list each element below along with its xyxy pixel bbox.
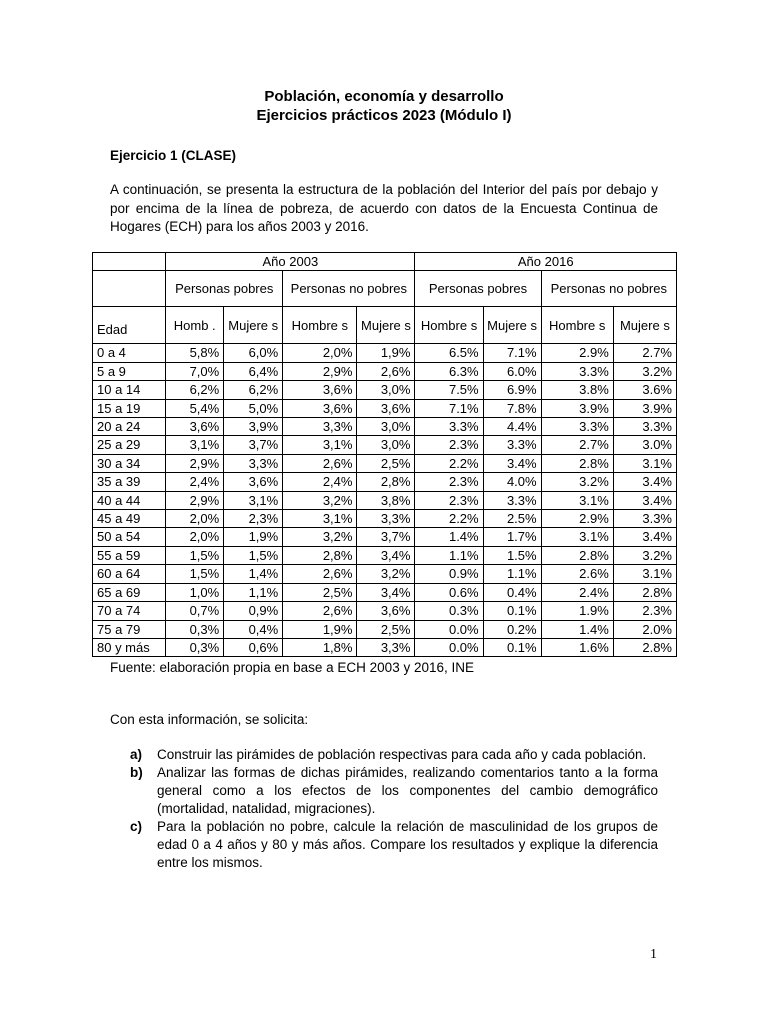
value-cell: 3.3%	[483, 491, 541, 509]
value-cell: 0.0%	[415, 620, 483, 638]
value-cell: 3.4%	[483, 454, 541, 472]
request-text: Con esta información, se solicita:	[110, 712, 309, 727]
value-cell: 2.8%	[541, 546, 613, 564]
no-pobres-2003-header: Personas no pobres	[283, 271, 415, 307]
value-cell: 0,3%	[166, 638, 224, 656]
table-row	[93, 565, 677, 583]
value-cell: 2,0%	[166, 510, 224, 528]
year-2003-header: Año 2003	[166, 253, 415, 271]
age-cell: 40 a 44	[93, 491, 166, 509]
value-cell: 2.7%	[613, 344, 676, 362]
value-cell: 3,1%	[224, 491, 283, 509]
value-cell: 2.4%	[541, 583, 613, 601]
value-cell: 0.0%	[415, 638, 483, 656]
value-cell: 3.2%	[613, 546, 676, 564]
value-cell: 3,3%	[224, 454, 283, 472]
value-cell: 1.4%	[415, 528, 483, 546]
task-text: Analizar las formas de dichas pirámides, realizando comentarios tanto a la forma general como a los efectos de los componentes del cambio demográfico (mortalidad, natalidad, migraciones).	[157, 765, 658, 816]
table-row	[93, 436, 677, 454]
value-cell: 3,2%	[357, 565, 415, 583]
value-cell: 2,5%	[357, 620, 415, 638]
value-cell: 3,1%	[283, 436, 357, 454]
age-cell: 75 a 79	[93, 620, 166, 638]
value-cell: 1,8%	[283, 638, 357, 656]
value-cell: 3,3%	[283, 418, 357, 436]
value-cell: 1.6%	[541, 638, 613, 656]
sex-header: Hombre s	[541, 307, 613, 344]
value-cell: 2,3%	[224, 510, 283, 528]
table-row	[93, 381, 677, 399]
value-cell: 3.3%	[613, 418, 676, 436]
value-cell: 3.8%	[541, 381, 613, 399]
sex-header: Hombre s	[283, 307, 357, 344]
value-cell: 1,0%	[166, 583, 224, 601]
value-cell: 3.3%	[541, 418, 613, 436]
table-row	[93, 528, 677, 546]
exercise-heading: Ejercicio 1 (CLASE)	[110, 148, 237, 163]
value-cell: 1,5%	[224, 546, 283, 564]
document-subtitle: Ejercicios prácticos 2023 (Módulo I)	[256, 107, 512, 124]
value-cell: 0,4%	[224, 620, 283, 638]
value-cell: 3,1%	[283, 510, 357, 528]
edad-header: Edad	[93, 307, 166, 344]
value-cell: 0,3%	[166, 620, 224, 638]
value-cell: 7.1%	[415, 399, 483, 417]
value-cell: 7.1%	[483, 344, 541, 362]
table-row	[93, 638, 677, 656]
table-row	[93, 418, 677, 436]
age-cell: 45 a 49	[93, 510, 166, 528]
value-cell: 3,2%	[283, 491, 357, 509]
value-cell: 2.0%	[613, 620, 676, 638]
age-cell: 5 a 9	[93, 362, 166, 380]
value-cell: 3,7%	[224, 436, 283, 454]
age-cell: 20 a 24	[93, 418, 166, 436]
value-cell: 3,0%	[357, 436, 415, 454]
value-cell: 1.5%	[483, 546, 541, 564]
value-cell: 6,2%	[224, 381, 283, 399]
value-cell: 3.9%	[613, 399, 676, 417]
value-cell: 3.1%	[541, 491, 613, 509]
value-cell: 3.4%	[613, 473, 676, 491]
pobres-2016-header: Personas pobres	[415, 271, 541, 307]
value-cell: 2.5%	[483, 510, 541, 528]
empty-header-cell	[93, 253, 166, 271]
value-cell: 1,5%	[166, 546, 224, 564]
value-cell: 2,4%	[283, 473, 357, 491]
age-cell: 35 a 39	[93, 473, 166, 491]
task-label: b)	[130, 765, 143, 780]
value-cell: 1.7%	[483, 528, 541, 546]
value-cell: 7.8%	[483, 399, 541, 417]
value-cell: 7,0%	[166, 362, 224, 380]
value-cell: 3.1%	[613, 565, 676, 583]
value-cell: 3,8%	[357, 491, 415, 509]
value-cell: 6.5%	[415, 344, 483, 362]
value-cell: 3,4%	[357, 583, 415, 601]
age-cell: 80 y más	[93, 638, 166, 656]
age-cell: 60 a 64	[93, 565, 166, 583]
value-cell: 3,7%	[357, 528, 415, 546]
value-cell: 2,4%	[166, 473, 224, 491]
value-cell: 0.6%	[415, 583, 483, 601]
value-cell: 2,6%	[283, 454, 357, 472]
sex-header: Mujere s	[613, 307, 676, 344]
header-row-groups	[93, 271, 677, 307]
no-pobres-2016-header: Personas no pobres	[541, 271, 676, 307]
value-cell: 1,5%	[166, 565, 224, 583]
value-cell: 3,0%	[357, 381, 415, 399]
sex-header: Homb .	[166, 307, 224, 344]
value-cell: 5,8%	[166, 344, 224, 362]
sex-header: Mujere s	[224, 307, 283, 344]
value-cell: 0.2%	[483, 620, 541, 638]
value-cell: 2.6%	[541, 565, 613, 583]
value-cell: 1.9%	[541, 602, 613, 620]
value-cell: 3.3%	[541, 362, 613, 380]
table-row	[93, 583, 677, 601]
value-cell: 3,0%	[357, 418, 415, 436]
value-cell: 2.3%	[613, 602, 676, 620]
value-cell: 0.4%	[483, 583, 541, 601]
table-source: Fuente: elaboración propia en base a ECH 2003 y 2016, INE	[110, 660, 474, 675]
value-cell: 2,8%	[357, 473, 415, 491]
value-cell: 0.3%	[415, 602, 483, 620]
header-row-years	[93, 253, 677, 271]
task-text: Para la población no pobre, calcule la relación de masculinidad de los grupos de edad 0 a 4 años y 80 y más años. Compare los resultados y explique la diferencia entre los mismos.	[157, 819, 658, 870]
value-cell: 1,1%	[224, 583, 283, 601]
table-row	[93, 399, 677, 417]
value-cell: 2.3%	[415, 473, 483, 491]
table-row	[93, 454, 677, 472]
value-cell: 0.1%	[483, 602, 541, 620]
value-cell: 2,6%	[283, 602, 357, 620]
value-cell: 5,0%	[224, 399, 283, 417]
value-cell: 3,1%	[166, 436, 224, 454]
task-item	[130, 764, 658, 818]
value-cell: 1.1%	[415, 546, 483, 564]
task-text: Construir las pirámides de población respectivas para cada año y cada población.	[157, 747, 647, 762]
value-cell: 5,4%	[166, 399, 224, 417]
sex-header: Hombre s	[415, 307, 483, 344]
age-cell: 55 a 59	[93, 546, 166, 564]
task-list	[130, 746, 658, 872]
value-cell: 3,6%	[357, 399, 415, 417]
value-cell: 2.9%	[541, 344, 613, 362]
value-cell: 2,6%	[283, 565, 357, 583]
age-cell: 30 a 34	[93, 454, 166, 472]
value-cell: 1,9%	[283, 620, 357, 638]
value-cell: 2,9%	[283, 362, 357, 380]
value-cell: 0,9%	[224, 602, 283, 620]
value-cell: 1.4%	[541, 620, 613, 638]
value-cell: 0.9%	[415, 565, 483, 583]
value-cell: 7.5%	[415, 381, 483, 399]
value-cell: 2.7%	[541, 436, 613, 454]
table-row	[93, 491, 677, 509]
value-cell: 0,6%	[224, 638, 283, 656]
value-cell: 6.9%	[483, 381, 541, 399]
value-cell: 0,7%	[166, 602, 224, 620]
value-cell: 3.4%	[613, 528, 676, 546]
value-cell: 3.4%	[613, 491, 676, 509]
table-row	[93, 473, 677, 491]
value-cell: 3.1%	[541, 528, 613, 546]
task-label: c)	[130, 819, 143, 834]
table-row	[93, 344, 677, 362]
value-cell: 6,2%	[166, 381, 224, 399]
page-number: 1	[650, 947, 657, 962]
value-cell: 6,0%	[224, 344, 283, 362]
empty-header-cell	[93, 271, 166, 307]
value-cell: 1,9%	[357, 344, 415, 362]
value-cell: 3,3%	[357, 510, 415, 528]
age-cell: 10 a 14	[93, 381, 166, 399]
value-cell: 3,2%	[283, 528, 357, 546]
header-row-sex	[93, 307, 677, 344]
age-cell: 50 a 54	[93, 528, 166, 546]
value-cell: 2.2%	[415, 454, 483, 472]
value-cell: 2,9%	[166, 454, 224, 472]
intro-paragraph: A continuación, se presenta la estructura de la población del Interior del país por debajo y por encima de la línea de pobreza, de acuerdo con datos de la Encuesta Continua de Hogares (ECH) para los años 2003 y 2016.	[110, 182, 658, 234]
table-row	[93, 546, 677, 564]
value-cell: 2.3%	[415, 491, 483, 509]
value-cell: 3.3%	[613, 510, 676, 528]
value-cell: 3.0%	[613, 436, 676, 454]
table-row	[93, 510, 677, 528]
value-cell: 3.2%	[613, 362, 676, 380]
value-cell: 2.8%	[541, 454, 613, 472]
age-cell: 25 a 29	[93, 436, 166, 454]
value-cell: 3,6%	[283, 381, 357, 399]
sex-header: Mujere s	[357, 307, 415, 344]
value-cell: 2.9%	[541, 510, 613, 528]
table-row	[93, 620, 677, 638]
pobres-2003-header: Personas pobres	[166, 271, 283, 307]
value-cell: 2,8%	[283, 546, 357, 564]
value-cell: 2,6%	[357, 362, 415, 380]
value-cell: 1.1%	[483, 565, 541, 583]
value-cell: 3.9%	[541, 399, 613, 417]
document-title: Población, economía y desarrollo	[264, 88, 504, 105]
value-cell: 3,3%	[357, 638, 415, 656]
sex-header: Mujere s	[483, 307, 541, 344]
value-cell: 2,9%	[166, 491, 224, 509]
population-table	[92, 252, 677, 657]
value-cell: 6.3%	[415, 362, 483, 380]
value-cell: 3.3%	[483, 436, 541, 454]
value-cell: 3,6%	[283, 399, 357, 417]
value-cell: 0.1%	[483, 638, 541, 656]
value-cell: 2.8%	[613, 638, 676, 656]
value-cell: 3,9%	[224, 418, 283, 436]
value-cell: 3.3%	[415, 418, 483, 436]
value-cell: 1,4%	[224, 565, 283, 583]
value-cell: 3,6%	[357, 602, 415, 620]
value-cell: 4.4%	[483, 418, 541, 436]
value-cell: 6.0%	[483, 362, 541, 380]
age-cell: 0 a 4	[93, 344, 166, 362]
value-cell: 3,6%	[224, 473, 283, 491]
task-label: a)	[130, 747, 143, 762]
year-2016-header: Año 2016	[415, 253, 677, 271]
age-cell: 65 a 69	[93, 583, 166, 601]
value-cell: 2,0%	[283, 344, 357, 362]
table-row	[93, 362, 677, 380]
value-cell: 1,9%	[224, 528, 283, 546]
value-cell: 2.2%	[415, 510, 483, 528]
value-cell: 3.6%	[613, 381, 676, 399]
task-item	[130, 818, 658, 872]
value-cell: 3.2%	[541, 473, 613, 491]
value-cell: 2,5%	[283, 583, 357, 601]
value-cell: 3,4%	[357, 546, 415, 564]
value-cell: 2.3%	[415, 436, 483, 454]
value-cell: 3.1%	[613, 454, 676, 472]
table-row	[93, 602, 677, 620]
age-cell: 15 a 19	[93, 399, 166, 417]
age-cell: 70 a 74	[93, 602, 166, 620]
value-cell: 2,0%	[166, 528, 224, 546]
value-cell: 3,6%	[166, 418, 224, 436]
value-cell: 2.8%	[613, 583, 676, 601]
value-cell: 4.0%	[483, 473, 541, 491]
task-item	[130, 746, 658, 764]
value-cell: 2,5%	[357, 454, 415, 472]
value-cell: 6,4%	[224, 362, 283, 380]
